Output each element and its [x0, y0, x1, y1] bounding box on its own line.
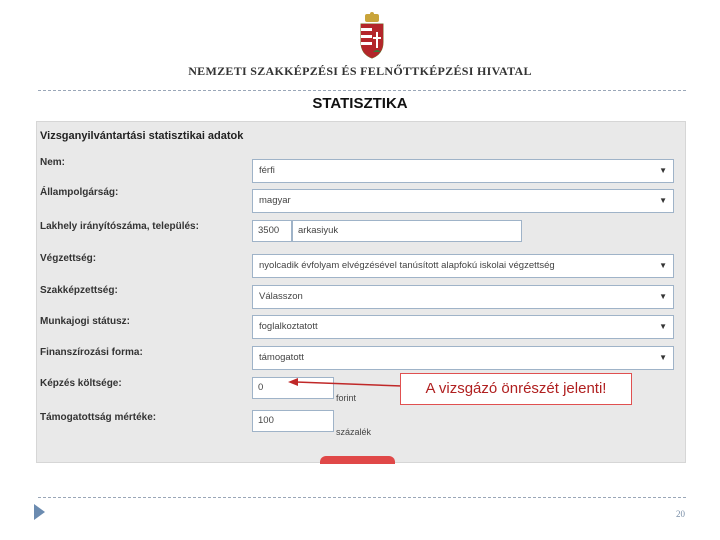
institution-name: NEMZETI SZAKKÉPZÉSI ÉS FELNŐTTKÉPZÉSI HIVATAL	[188, 64, 532, 78]
training-cost-unit: forint	[336, 393, 357, 403]
education-select[interactable]	[252, 254, 674, 278]
gender-select-value: férfi	[259, 165, 275, 176]
training-cost-input[interactable]: 0	[252, 377, 334, 399]
financing-select[interactable]	[252, 346, 674, 370]
field-label-citizenship: Állampolgárság:	[40, 187, 119, 198]
chevron-down-icon: ▼	[659, 261, 667, 270]
slide-title: STATISZTIKA	[312, 95, 408, 112]
field-label-employment-status: Munkajogi státusz:	[40, 316, 131, 327]
submit-button[interactable]	[320, 456, 395, 464]
subsidy-rate-input[interactable]: 100	[252, 410, 334, 432]
form-title: Vizsganyilvántartási statisztikai adatok	[40, 130, 244, 142]
field-label-education: Végzettség:	[40, 253, 97, 264]
field-label-gender: Nem:	[40, 157, 66, 168]
qualification-select[interactable]	[252, 285, 674, 309]
hungarian-coat-of-arms-icon	[356, 12, 388, 60]
zip-input[interactable]: 3500	[252, 220, 292, 242]
gender-select[interactable]	[252, 159, 674, 183]
employment-status-select-value: foglalkoztatott	[259, 321, 318, 332]
chevron-down-icon: ▼	[659, 322, 667, 331]
chevron-down-icon: ▼	[659, 292, 667, 301]
page-number: 20	[676, 509, 685, 519]
header-divider	[38, 90, 686, 91]
field-label-qualification: Szakképzettség:	[40, 285, 118, 296]
city-input[interactable]: arkasiyuk	[292, 220, 522, 242]
citizenship-select-value: magyar	[259, 195, 291, 206]
field-label-financing: Finanszírozási forma:	[40, 347, 143, 358]
footer-divider	[38, 497, 686, 498]
field-label-subsidy-rate: Támogatottság mértéke:	[40, 412, 157, 423]
education-select-value: nyolcadik évfolyam elvégzésével tanúsított alapfokú iskolai végzettség	[259, 260, 555, 271]
field-label-training-cost: Képzés költsége:	[40, 378, 122, 389]
chevron-down-icon: ▼	[659, 196, 667, 205]
annotation-callout: A vizsgázó önrészét jelenti!	[400, 373, 632, 405]
play-arrow-icon	[34, 504, 45, 520]
subsidy-rate-unit: százalék	[336, 427, 372, 437]
field-label-residence: Lakhely irányítószáma, település:	[40, 221, 199, 232]
employment-status-select[interactable]	[252, 315, 674, 339]
chevron-down-icon: ▼	[659, 353, 667, 362]
financing-select-value: támogatott	[259, 352, 304, 363]
qualification-select-value: Válasszon	[259, 291, 303, 302]
annotation-arrow-icon	[286, 378, 404, 392]
chevron-down-icon: ▼	[659, 166, 667, 175]
citizenship-select[interactable]	[252, 189, 674, 213]
